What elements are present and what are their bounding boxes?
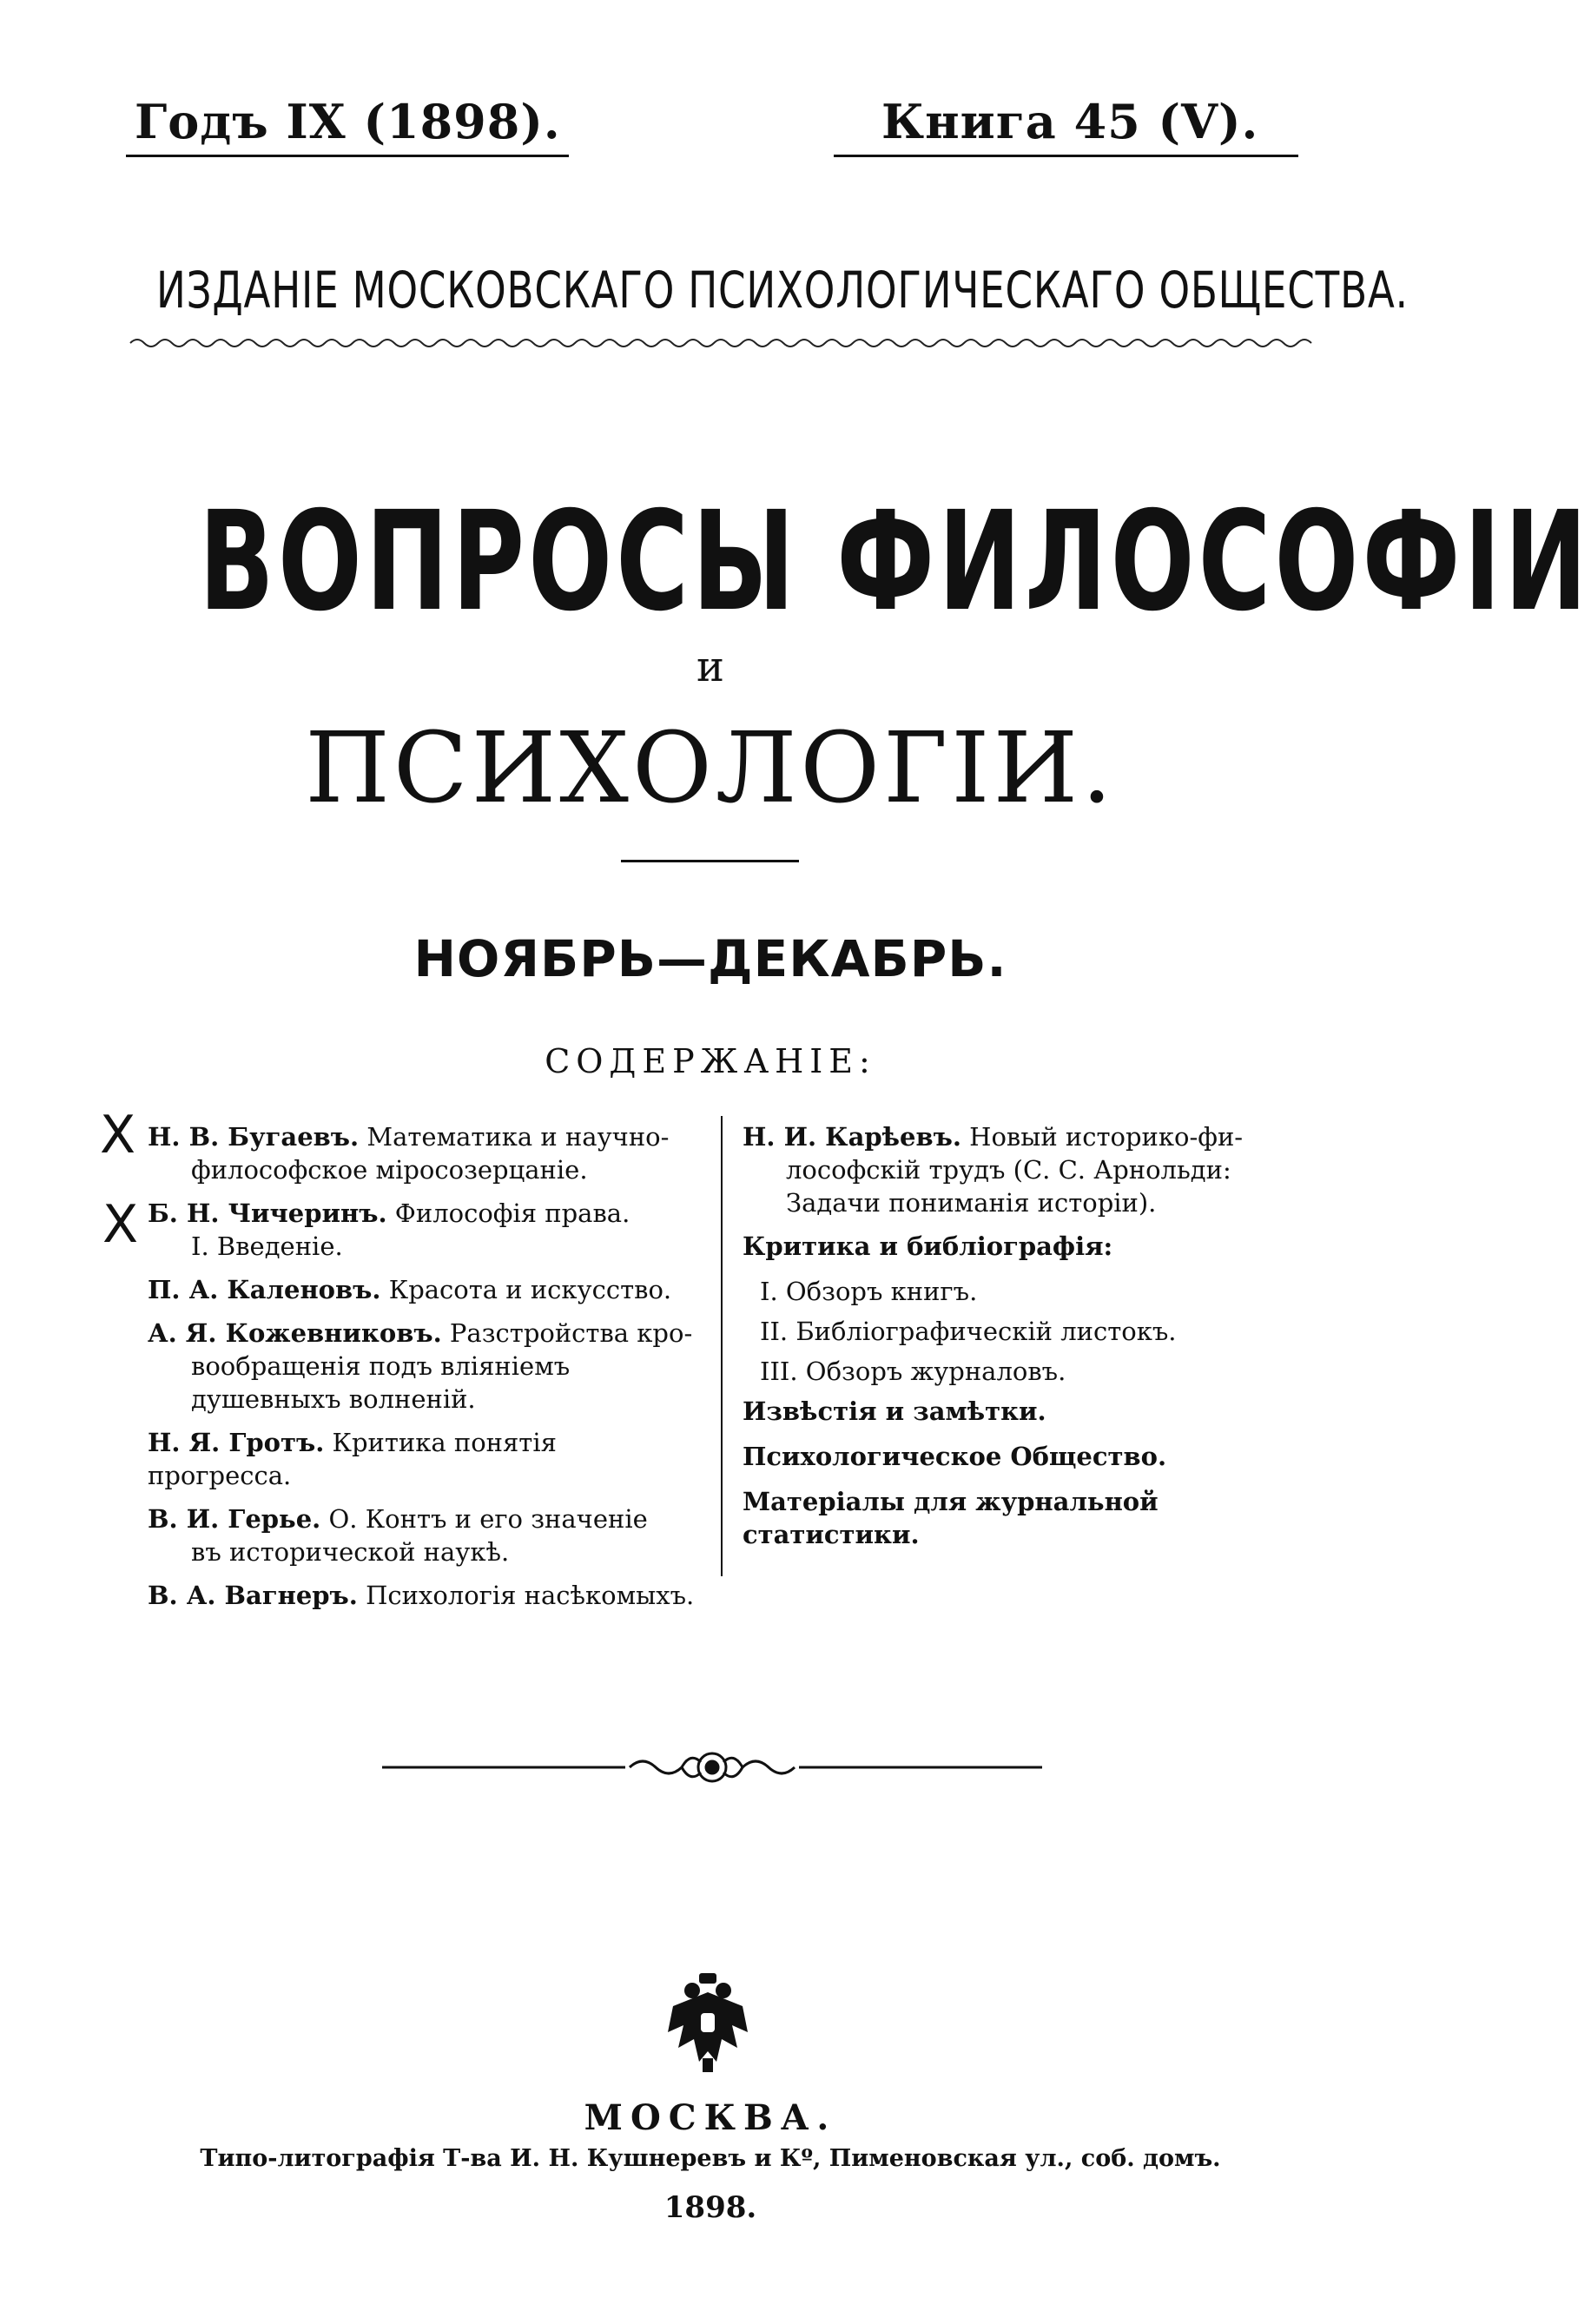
wavy-rule	[130, 334, 1298, 352]
year-label: Годъ IX (1898).	[135, 94, 561, 149]
title-divider	[621, 860, 799, 862]
contents-right-column	[743, 1120, 1298, 1563]
contents-left-column	[148, 1120, 703, 1622]
entry-author: В. А. Вагнеръ.	[148, 1581, 358, 1610]
title-line-1: ВОПРОСЫ ФИЛОСОФІИ	[199, 482, 1591, 642]
handwritten-mark-icon: X	[100, 1105, 136, 1165]
column-divider	[721, 1116, 723, 1576]
entry-title: Критика понятія прогресса.	[148, 1428, 557, 1490]
title-conjunction: и	[696, 643, 724, 691]
entry-title: Философія права.	[386, 1198, 630, 1228]
section-news: Извѣстія и замѣтки.	[743, 1396, 1046, 1426]
entry-author: А. Я. Кожевниковъ.	[148, 1318, 442, 1348]
contents-entry	[148, 1579, 703, 1612]
contents-entry	[148, 1120, 703, 1186]
entry-author: П. А. Каленовъ.	[148, 1275, 381, 1304]
entry-title-continued: вообращенія подъ вліяніемъ душевныхъ волненій.	[191, 1351, 571, 1414]
imprint-year: 1898.	[663, 2190, 757, 2225]
book-underline	[834, 155, 1298, 157]
entry-title: Математика и научно-	[359, 1122, 670, 1152]
entry-author: Н. Я. Гротъ.	[148, 1428, 325, 1457]
entry-title: Разстройства кро-	[441, 1318, 693, 1348]
title-line-2: ПСИХОЛОГІИ.	[305, 712, 1116, 825]
contents-entry	[148, 1197, 703, 1263]
entry-author: Н. И. Карѣевъ.	[743, 1122, 961, 1152]
contents-entry	[148, 1502, 703, 1568]
double-headed-eagle-icon	[664, 1971, 751, 2076]
year-underline	[126, 155, 569, 157]
imprint-printer: Типо-литографія Т-ва И. Н. Кушнеревъ и Кº, Пименовская ул., соб. домъ.	[200, 2145, 1221, 2172]
entry-title-continued: философское міросозерцаніе.	[191, 1155, 588, 1185]
criticism-heading: Критика и библіографія:	[743, 1231, 1113, 1261]
entry-title: Психологія насѣкомыхъ.	[357, 1581, 695, 1610]
book-label: Книга 45 (V).	[881, 94, 1259, 149]
entry-title-continued: І. Введеніе.	[191, 1231, 343, 1261]
entry-title: О. Контъ и его значеніе	[320, 1504, 648, 1534]
issue-period: НОЯБРЬ—ДЕКАБРЬ.	[413, 929, 1007, 988]
entry-author: В. И. Герье.	[148, 1504, 321, 1534]
entry-title-continued: лософскій трудъ (С. С. Арнольди: Задачи пониманія исторіи).	[786, 1155, 1231, 1218]
criticism-item: ІІ. Библіографическій листокъ.	[760, 1317, 1177, 1346]
entry-title: Красота и искусство.	[380, 1275, 672, 1304]
section-statistics: Матеріалы для журнальной статистики.	[743, 1487, 1159, 1549]
handwritten-mark-icon: X	[102, 1194, 139, 1255]
contents-heading: СОДЕРЖАНІЕ:	[545, 1042, 876, 1080]
entry-author: Б. Н. Чичеринъ.	[148, 1198, 387, 1228]
criticism-item: І. Обзоръ книгъ.	[760, 1277, 978, 1306]
section-society: Психологическое Общество.	[743, 1442, 1167, 1471]
entry-title: Новый историко-фи-	[961, 1122, 1244, 1152]
imprint-city: МОСКВА.	[584, 2097, 837, 2138]
entry-title-continued: въ исторической наукѣ.	[191, 1537, 510, 1567]
entry-author: Н. В. Бугаевъ.	[148, 1122, 360, 1152]
publisher-line: ИЗДАНІЕ МОСКОВСКАГО ПСИХОЛОГИЧЕСКАГО ОБЩЕСТВА.	[155, 261, 1409, 320]
contents-entry	[743, 1120, 1298, 1219]
contents-entry	[148, 1426, 703, 1492]
criticism-item: ІІІ. Обзоръ журналовъ.	[760, 1357, 1066, 1386]
contents-entry	[148, 1273, 703, 1306]
ornament-divider-icon	[382, 1741, 1042, 1793]
contents-entry	[148, 1317, 703, 1416]
